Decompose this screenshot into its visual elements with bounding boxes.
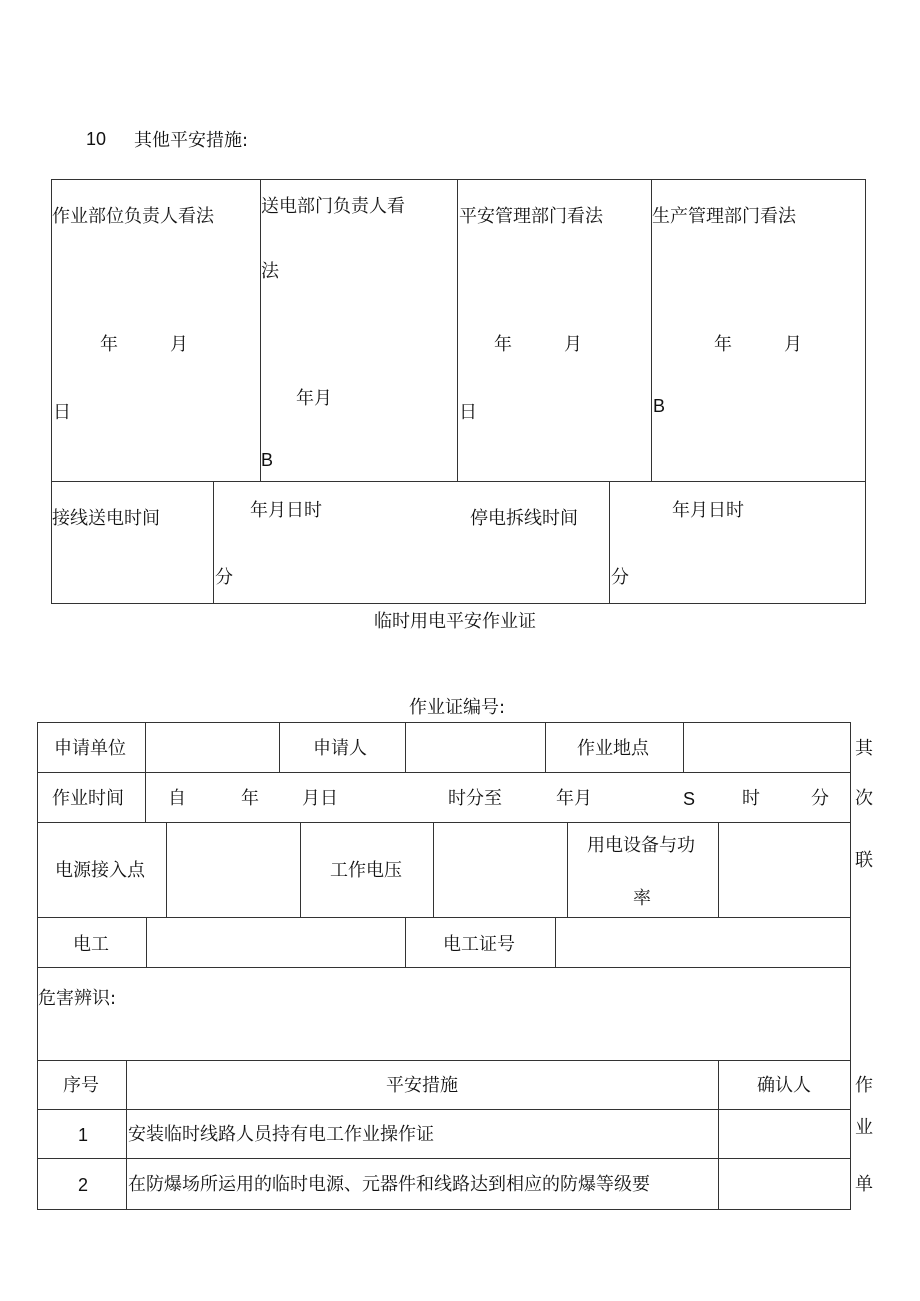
col2-day: B (261, 450, 274, 470)
confirmer-field[interactable] (719, 1110, 850, 1158)
hazard-identification-field[interactable] (38, 1010, 850, 1060)
opinions-table (51, 179, 866, 604)
permit-number-label: 作业证编号: (409, 697, 506, 718)
col4-year: 年 (714, 334, 732, 355)
time-year-start: 年 (241, 788, 259, 809)
apply-unit-label: 申请单位 (54, 738, 126, 759)
applicant-field[interactable] (406, 723, 545, 772)
power-point-label: 电源接入点 (55, 860, 145, 881)
time-monthday-start: 月日 (302, 788, 338, 809)
col1-year: 年 (100, 334, 118, 355)
measure-header: 平安措施 (386, 1075, 458, 1096)
section-title: 其他平安措施: (134, 130, 249, 151)
side-char: 单 (855, 1174, 873, 1195)
electrician-label: 电工 (73, 934, 109, 955)
time-yearmonth-end: 年月 (556, 788, 592, 809)
work-site-label: 作业地点 (577, 738, 649, 759)
equipment-power-label: 用电设备与功 (587, 835, 695, 856)
disconnect-datetime: 年月日时 (672, 500, 744, 521)
work-time-label: 作业时间 (52, 788, 124, 809)
measure-seq: 2 (78, 1175, 89, 1195)
side-char: 业 (855, 1117, 873, 1138)
power-dept-opinion-label-cont: 法 (261, 261, 279, 282)
disconnect-time-label: 停电拆线时间 (470, 508, 578, 529)
connect-datetime: 年月日时 (250, 500, 322, 521)
col2-yearmonth: 年月 (296, 388, 332, 409)
time-from: 自 (168, 788, 186, 809)
connect-minute: 分 (215, 567, 233, 588)
electrician-field[interactable] (147, 918, 405, 967)
disconnect-minute: 分 (611, 567, 629, 588)
col3-year: 年 (494, 334, 512, 355)
side-char: 作 (855, 1075, 873, 1096)
side-char: 联 (855, 850, 873, 871)
col3-month: 月 (564, 334, 582, 355)
electrician-cert-label: 电工证号 (443, 934, 515, 955)
measure-seq: 1 (78, 1125, 89, 1145)
seq-header: 序号 (63, 1075, 99, 1096)
measure-text: 安装临时线路人员持有电工作业操作证 (128, 1124, 434, 1145)
confirmer-field[interactable] (719, 1159, 850, 1209)
col4-month: 月 (784, 334, 802, 355)
col4-day: B (653, 396, 666, 416)
hazard-identification-label: 危害辨识: (38, 988, 117, 1009)
power-point-field[interactable] (167, 823, 300, 917)
confirmer-header: 确认人 (757, 1075, 811, 1096)
side-char: 其 (855, 738, 873, 759)
safety-dept-opinion-label: 平安管理部门看法 (459, 206, 603, 227)
time-hour-end: 时 (742, 788, 760, 809)
side-char: 次 (855, 788, 873, 809)
time-hourmin-to: 时分至 (448, 788, 502, 809)
voltage-label: 工作电压 (330, 860, 402, 881)
col1-month: 月 (170, 334, 188, 355)
electrician-cert-field[interactable] (556, 918, 850, 967)
permit-title: 临时用电平安作业证 (374, 611, 536, 632)
work-site-manager-opinion-label: 作业部位负责人看法 (52, 206, 214, 227)
col3-day: 日 (459, 402, 477, 423)
equipment-power-field[interactable] (719, 823, 850, 917)
section-number: 10 (86, 129, 107, 149)
measure-text: 在防爆场所运用的临时电源、元器件和线路达到相应的防爆等级要 (128, 1174, 650, 1195)
work-site-field[interactable] (684, 723, 850, 772)
applicant-label: 申请人 (313, 738, 367, 759)
time-day-end: S (683, 789, 696, 809)
col1-day: 日 (53, 402, 71, 423)
power-dept-opinion-label: 送电部门负责人看 (261, 196, 405, 217)
connect-time-label: 接线送电时间 (52, 508, 160, 529)
voltage-field[interactable] (434, 823, 567, 917)
time-minute-end: 分 (811, 788, 829, 809)
production-dept-opinion-label: 生产管理部门看法 (652, 206, 796, 227)
apply-unit-field[interactable] (146, 723, 279, 772)
equipment-power-label-cont: 率 (633, 888, 651, 909)
